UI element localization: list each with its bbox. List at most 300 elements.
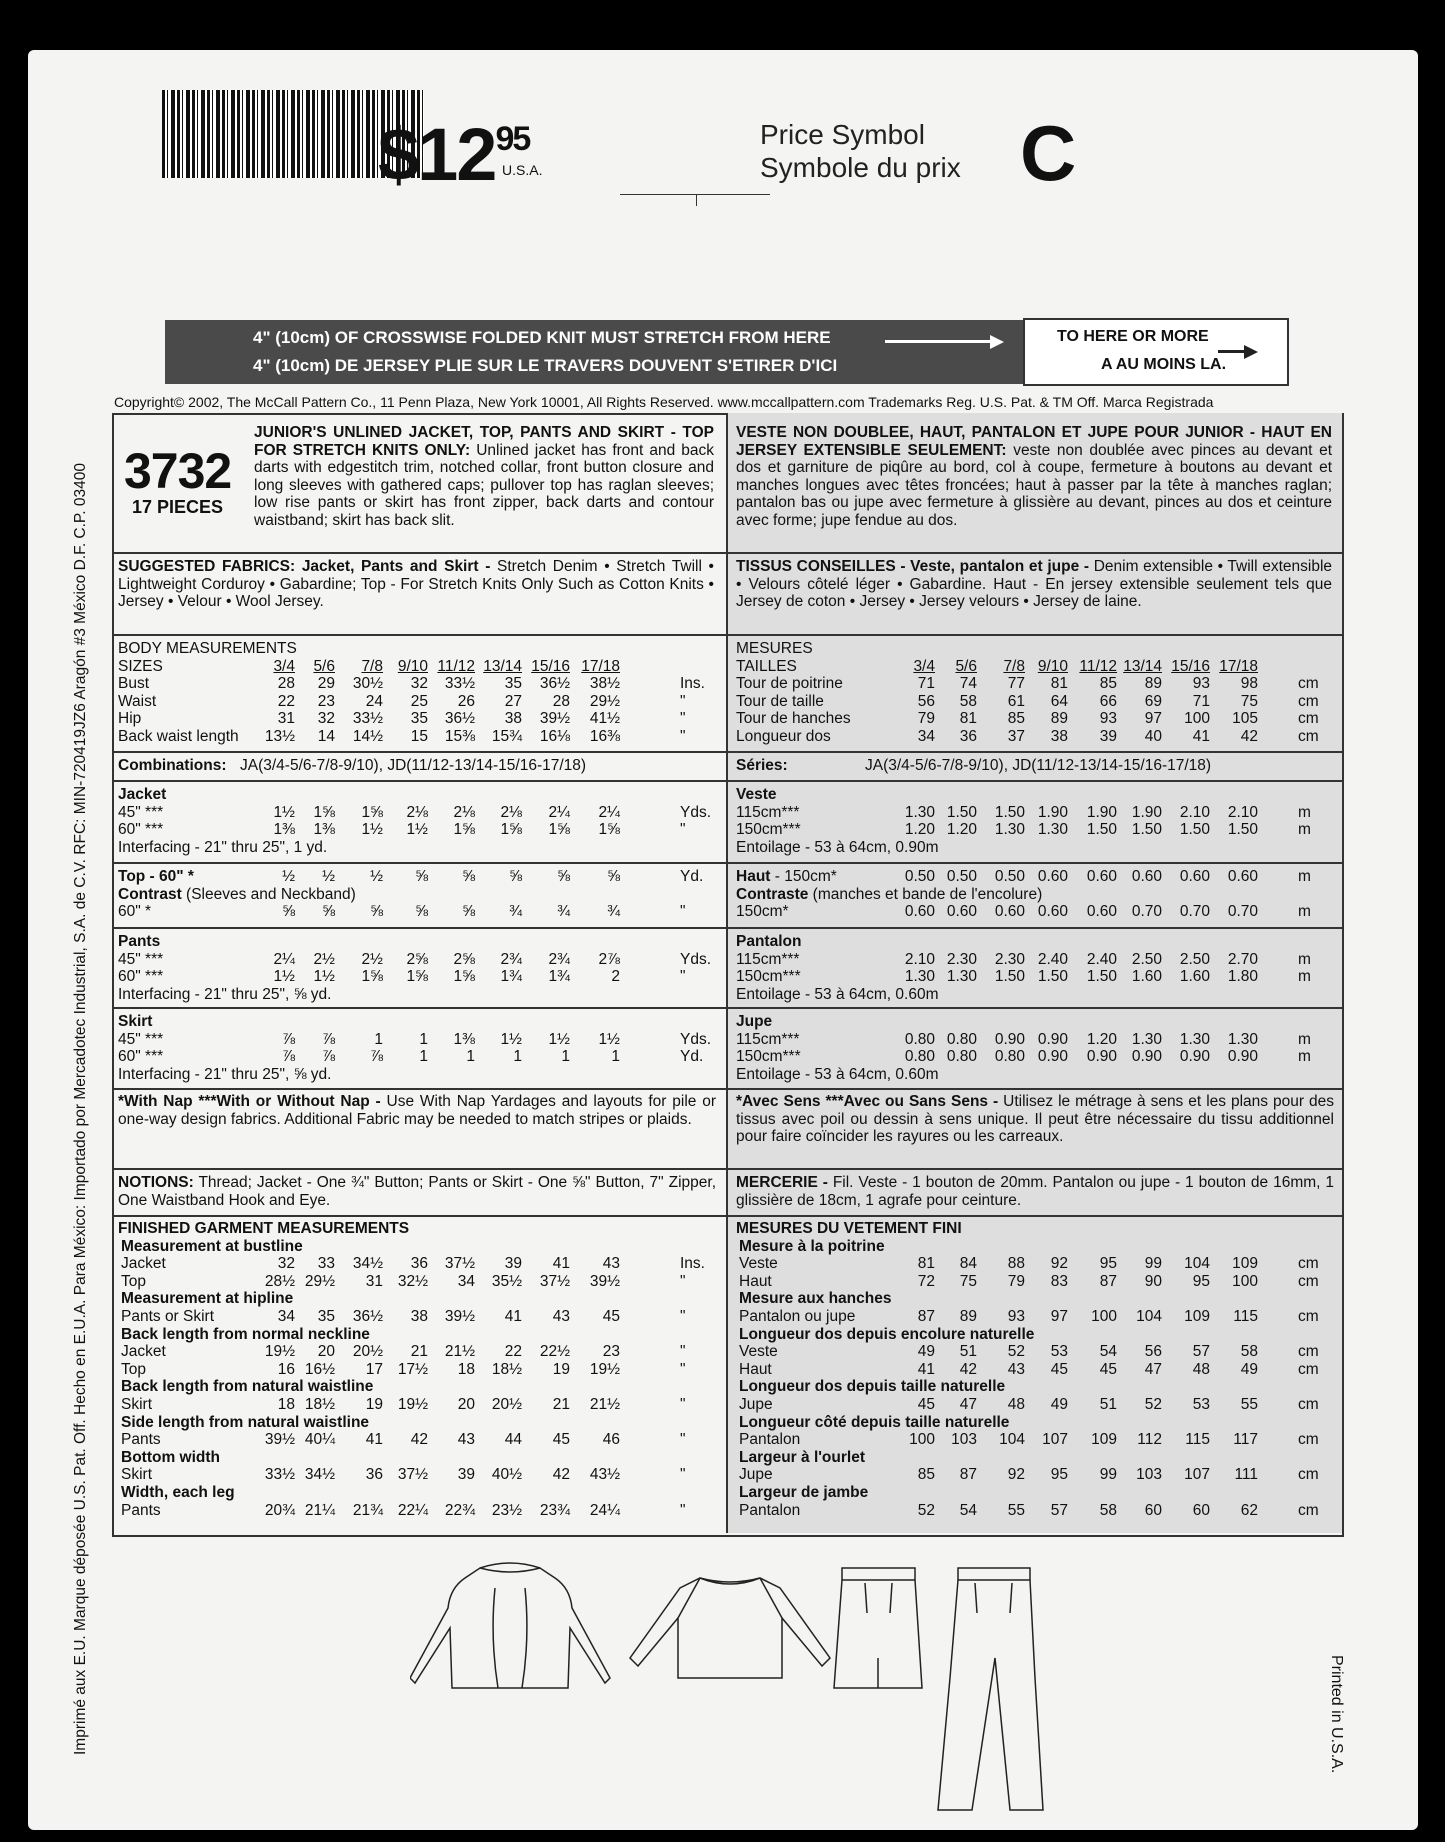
yardage-row-value: 2½: [361, 950, 383, 968]
divider: [112, 1215, 1342, 1217]
metrage-row-value: 1.50: [1086, 821, 1117, 839]
finished-group-title: Back length from natural waistline: [121, 1378, 374, 1396]
finished-row-value: 29½: [304, 1272, 335, 1290]
metrage-note: Entoilage - 53 à 64cm, 0.60m: [736, 985, 939, 1003]
fini-row-value: 111: [1234, 1466, 1258, 1484]
taille-header: 9/10: [1037, 657, 1068, 675]
fini-group-title: Mesure aux hanches: [739, 1290, 892, 1308]
metrage-row-value: 1.30: [1037, 821, 1068, 839]
yardage-row-value: 1⅜: [313, 821, 335, 839]
metrage-row-value: 1.90: [1086, 803, 1117, 821]
yardage-subtitle: Contrast (Sleeves and Neckband): [118, 885, 356, 903]
mesure-row-value: 58: [959, 692, 977, 710]
metrage-row-value: 1.50: [1086, 968, 1117, 986]
metrage-note: Entoilage - 53 à 64cm, 0.90m: [736, 838, 939, 856]
mesure-row-value: 85: [1099, 675, 1117, 693]
metrage-row-value: 0.80: [946, 1030, 977, 1048]
fini-row-value: 45: [917, 1396, 935, 1413]
finished-row-value: 17½: [397, 1360, 428, 1378]
suggested-fabrics-en: SUGGESTED FABRICS: Jacket, Pants and Skirt - Stretch Denim • Stretch Twill • Lightweight Corduroy • Gabardine; Top - For Stretch Knits Only Such as Cotton Knits • Jersey • Velour • Wool Jersey.: [118, 558, 714, 610]
fini-row-value: 103: [951, 1431, 977, 1449]
finished-row-value: 36½: [352, 1308, 383, 1325]
yardage-row-value: 2½: [313, 950, 335, 968]
finished-group-title: Width, each leg: [121, 1484, 235, 1501]
metrage-row-value: 0.70: [1179, 903, 1210, 921]
combinations-value: JA(3/4-5/6-7/8-9/10), JD(11/12-13/14-15/16-17/18): [240, 757, 587, 774]
fini-row-value: 57: [1192, 1343, 1210, 1361]
fini-row-value: 62: [1240, 1501, 1258, 1519]
yardage-row-value: 2: [611, 968, 620, 986]
finished-row-value: 31: [365, 1272, 383, 1290]
yardage-value: ⅝: [509, 868, 522, 885]
metrage-row-value: 0.60: [1086, 903, 1117, 921]
yardage-row-value: 1⅝: [548, 821, 570, 839]
size-header: 9/10: [397, 657, 428, 675]
yardage-value: ⅝: [415, 868, 428, 885]
mesure-row-value: 61: [1007, 692, 1025, 710]
yardage-row-value: 2⅝: [453, 950, 475, 968]
size-header: 15/16: [531, 657, 570, 675]
metrage-row-value: 0.90: [1179, 1048, 1210, 1066]
yardage-row-value: 1½: [313, 968, 335, 986]
skirt-back-drawing: [834, 1568, 922, 1688]
fini-row-label: Pantalon: [739, 1501, 801, 1519]
finished-row-value: 35½: [491, 1272, 522, 1290]
fini-group-title: Longueur dos depuis encolure naturelle: [739, 1325, 1035, 1343]
fini-row-value: 56: [1144, 1343, 1162, 1361]
metrage-row-value: 0.60: [904, 903, 935, 921]
finished-row-value: 43½: [589, 1466, 620, 1484]
size-header: 13/14: [483, 657, 522, 675]
metrage-row-value: 0.60: [1037, 903, 1068, 921]
metrage-row-value: 1.30: [904, 968, 935, 986]
finished-row-value: 19½: [589, 1360, 620, 1378]
fini-row-value: 51: [959, 1343, 977, 1361]
fini-row-value: 112: [1137, 1431, 1162, 1449]
fini-row-unit: cm: [1298, 1343, 1319, 1361]
metrage-subtitle: Contraste (manches et bande de l'encolure): [736, 885, 1043, 903]
fini-row-value: 58: [1240, 1343, 1258, 1361]
finished-row-label: Pants or Skirt: [121, 1308, 215, 1325]
fini-row-value: 75: [959, 1272, 977, 1290]
metrage-row-label: 115cm***: [736, 1030, 800, 1048]
yardage-row-value: 1⅜: [273, 821, 295, 839]
pants-back-drawing: [938, 1568, 1043, 1810]
mesure-row-unit: cm: [1298, 710, 1319, 728]
nap-note-en: *With Nap ***With or Without Nap - Use With Nap Yardages and layouts for pile or one-way design fabrics. Additional Fabric may be needed to match stripes or plaids.: [118, 1093, 716, 1128]
metrage-title: Pantalon: [736, 933, 802, 950]
metrage-row-value: 2.30: [994, 950, 1025, 968]
fini-row-value: 87: [1099, 1272, 1117, 1290]
metrage-title: Haut - 150cm*: [736, 868, 837, 885]
yardage-row-value: 1⅝: [361, 803, 383, 821]
finished-row-value: 18½: [304, 1396, 335, 1413]
finished-row-unit: ": [680, 1360, 686, 1378]
finished-row-value: 23½: [491, 1501, 522, 1519]
metrage-value: 0.50: [994, 868, 1025, 885]
stretch-gauge-fr: 4" (10cm) DE JERSEY PLIE SUR LE TRAVERS DOUVENT S'ETIRER D'ICI: [253, 356, 838, 375]
fini-row-value: 89: [959, 1308, 977, 1325]
body-row-value: 14: [317, 728, 335, 745]
yardage-row-value: 1⅝: [313, 803, 335, 821]
finished-group-title: Side length from natural waistline: [121, 1413, 370, 1431]
finished-row-unit: ": [680, 1431, 686, 1449]
fini-row-value: 55: [1240, 1396, 1258, 1413]
fini-row-value: 49: [1050, 1396, 1068, 1413]
divider: [112, 862, 1342, 864]
mesure-row-value: 81: [959, 710, 977, 728]
finished-row-value: 43: [552, 1308, 570, 1325]
yardage-title: Jacket: [118, 786, 167, 803]
finished-row-value: 39½: [264, 1431, 295, 1449]
yardage-row-value: 2⅝: [406, 950, 428, 968]
finished-row-value: 40¼: [304, 1431, 335, 1449]
body-row-value: 38½: [589, 675, 620, 693]
yardage-row-unit: Yds.: [680, 1030, 712, 1048]
body-row-value: 24: [365, 692, 383, 710]
finished-row-value: 24¼: [589, 1501, 620, 1519]
body-row-unit: Ins.: [680, 675, 705, 693]
metrage-row-value: 1.50: [1227, 821, 1258, 839]
description-fr: VESTE NON DOUBLEE, HAUT, PANTALON ET JUPE POUR JUNIOR - HAUT EN JERSEY EXTENSIBLE SEULEMENT: veste non doublée avec pinces au devant et dos et garniture de piqûre au bord, col à coupe, fermeture à boutons au devant et manches longues avec têtes froncées; haut à passer par la tête à manches raglan; pantalon bas ou jupe avec fermeture à glissière au devant, pinces au dos et ceinture avec forme; jupe fendue au dos.: [736, 424, 1332, 529]
finished-row-label: Skirt: [121, 1396, 152, 1413]
divider: [112, 1088, 1342, 1090]
metrage-value: 0.60: [1086, 868, 1117, 885]
arrow-head-icon: [990, 335, 1004, 349]
yardage-row-value: ¾: [557, 903, 570, 921]
metrage-row-value: 1.50: [946, 803, 977, 821]
metrage-row-value: 1.80: [1227, 968, 1258, 986]
body-row-value: 36½: [539, 675, 570, 693]
mesure-row-unit: cm: [1298, 675, 1319, 693]
metrage-row-value: 1.90: [1131, 803, 1162, 821]
size-header: 17/18: [581, 657, 620, 675]
metrage-row-value: 1.90: [1037, 803, 1068, 821]
yardage-unit: Yd.: [680, 868, 704, 885]
body-row-label: Bust: [118, 675, 150, 693]
fini-row-value: 109: [1091, 1431, 1117, 1449]
fini-row-value: 47: [1144, 1360, 1162, 1378]
fini-row-value: 87: [917, 1308, 935, 1325]
finished-row-value: 34½: [352, 1255, 383, 1273]
body-row-value: 36½: [444, 710, 475, 728]
finished-row-value: 43: [602, 1255, 620, 1273]
metrage-row-value: 1.30: [904, 803, 935, 821]
metrage-row-unit: m: [1298, 950, 1311, 968]
finished-row-value: 33½: [264, 1466, 295, 1484]
metrage-row-value: 1.50: [1131, 821, 1162, 839]
yardage-row-label: 60" ***: [118, 968, 164, 986]
fini-title: MESURES DU VETEMENT FINI: [736, 1220, 962, 1237]
finished-row-value: 22¾: [444, 1501, 475, 1519]
fini-row-value: 107: [1042, 1431, 1068, 1449]
mesure-row-label: Tour de hanches: [736, 710, 851, 728]
fini-row-label: Jupe: [739, 1466, 773, 1484]
finished-row-value: 35: [317, 1308, 335, 1325]
body-row-unit: ": [680, 728, 686, 745]
metrage-row-value: 0.90: [1037, 1030, 1068, 1048]
metrage-row-label: 150cm***: [736, 968, 801, 986]
finished-row-unit: ": [680, 1501, 686, 1519]
metrage-row-value: 0.90: [1227, 1048, 1258, 1066]
yardage-note: Interfacing - 21" thru 25", ⅝ yd.: [118, 985, 332, 1003]
fini-row-value: 45: [1099, 1360, 1117, 1378]
finished-row-value: 34: [277, 1308, 295, 1325]
metrage-row-value: 2.10: [904, 950, 935, 968]
yardage-row-value: ⅞: [282, 1030, 295, 1048]
yardage-row-value: 1⅝: [406, 968, 428, 986]
fini-row-value: 92: [1007, 1466, 1025, 1484]
finished-row-value: 21¾: [352, 1501, 383, 1519]
finished-row-unit: ": [680, 1466, 686, 1484]
taille-header: 11/12: [1079, 657, 1117, 675]
finished-row-value: 20¾: [264, 1501, 295, 1519]
finished-row-value: 19: [552, 1360, 570, 1378]
finished-row-unit: Ins.: [680, 1255, 705, 1273]
printed-in: Printed in U.S.A.: [1328, 1655, 1345, 1774]
fini-row-value: 109: [1184, 1308, 1210, 1325]
mesure-row-label: Longueur dos: [736, 728, 831, 745]
arrow-right-icon: [1218, 350, 1246, 353]
body-row-value: 15⅜: [444, 728, 475, 745]
yardage-title: Pants: [118, 933, 161, 950]
finished-row-unit: ": [680, 1396, 686, 1413]
yardage-value: ½: [322, 868, 335, 885]
fini-group-title: Longueur côté depuis taille naturelle: [739, 1413, 1010, 1431]
fini-row-value: 104: [999, 1431, 1025, 1449]
fini-row-value: 104: [1184, 1255, 1210, 1273]
yardage-row-value: 1: [419, 1030, 428, 1048]
body-row-value: 28: [552, 692, 570, 710]
finished-row-value: 41: [365, 1431, 383, 1449]
fini-row-label: Haut: [739, 1272, 772, 1290]
yardage-row-unit: Yds.: [680, 803, 712, 821]
yardage-row-label: 45" ***: [118, 1030, 164, 1048]
fini-row-value: 95: [1099, 1255, 1117, 1273]
finished-row-value: 17: [365, 1360, 383, 1378]
metrage-note: Entoilage - 53 à 64cm, 0.60m: [736, 1065, 939, 1083]
metrage-row-value: 2.70: [1227, 950, 1258, 968]
metrage-row-unit: m: [1298, 903, 1311, 921]
metrage-row-label: 115cm***: [736, 950, 800, 968]
metrage-row-value: 0.70: [1227, 903, 1258, 921]
series-label: Séries:: [736, 757, 788, 774]
finished-row-value: 34: [457, 1272, 475, 1290]
fini-row-value: 103: [1136, 1466, 1162, 1484]
yardage-row-unit: ": [680, 968, 686, 986]
yardage-row-value: ¾: [509, 903, 522, 921]
body-row-unit: ": [680, 710, 686, 728]
yardage-row-label: 60" ***: [118, 821, 164, 839]
copyright-line: Copyright© 2002, The McCall Pattern Co., 11 Penn Plaza, New York 10001, All Rights Reserved. www.mccallpattern.com Trademarks Reg. U.S. Pat. & TM Off. Marca Registrada: [114, 394, 1214, 410]
mesure-row-unit: cm: [1298, 728, 1319, 745]
body-row-value: 29: [317, 675, 335, 693]
metrage-value: 0.60: [1131, 868, 1162, 885]
fini-row-label: Veste: [739, 1255, 778, 1273]
mesures-title: MESURES: [736, 640, 813, 657]
body-row-value: 32: [410, 675, 428, 693]
fini-row-value: 99: [1144, 1255, 1162, 1273]
finished-row-value: 45: [602, 1308, 620, 1325]
metrage-value: 0.60: [1227, 868, 1258, 885]
metrage-row-value: 0.90: [994, 1030, 1025, 1048]
body-row-value: 41½: [589, 710, 620, 728]
body-row-value: 33½: [352, 710, 383, 728]
divider: [112, 1168, 1342, 1170]
fini-row-value: 117: [1233, 1431, 1258, 1449]
fini-row-value: 41: [917, 1360, 935, 1378]
yardage-row-value: 1½: [500, 1030, 522, 1048]
yardage-row-value: ¾: [607, 903, 620, 921]
price-symbol-label: Price Symbol Symbole du prix: [760, 119, 961, 183]
fini-row-value: 100: [1091, 1308, 1117, 1325]
finished-group-title: Measurement at bustline: [121, 1237, 303, 1255]
yardage-row-value: 1½: [406, 821, 428, 839]
yardage-row-value: 2¾: [548, 950, 570, 968]
finished-row-value: 21: [410, 1343, 428, 1361]
metrage-row-value: 2.50: [1179, 950, 1210, 968]
finished-row-value: 21½: [444, 1343, 475, 1361]
finished-row-value: 22½: [539, 1343, 570, 1361]
metrage-row-value: 0.60: [946, 903, 977, 921]
fini-row-value: 79: [1007, 1272, 1025, 1290]
fini-row-value: 100: [909, 1431, 935, 1449]
body-row-value: 38: [504, 710, 522, 728]
fini-row-value: 51: [1099, 1396, 1117, 1413]
finished-row-value: 21¼: [304, 1501, 335, 1519]
body-row-value: 22: [277, 692, 295, 710]
metrage-row-value: 1.20: [904, 821, 935, 839]
body-row-value: 25: [410, 692, 428, 710]
price-country: U.S.A.: [502, 162, 543, 178]
fini-row-unit: cm: [1298, 1308, 1319, 1325]
yardage-row-unit: ": [680, 821, 686, 839]
body-row-unit: ": [680, 692, 686, 710]
mesure-row-value: 40: [1144, 728, 1162, 745]
fini-row-value: 90: [1144, 1272, 1162, 1290]
fini-row-unit: cm: [1298, 1272, 1319, 1290]
price-symbol-letter: C: [1020, 109, 1077, 197]
finished-row-value: 19½: [264, 1343, 295, 1361]
finished-row-value: 38: [410, 1308, 428, 1325]
metrage-row-value: 0.80: [904, 1048, 935, 1066]
fini-row-value: 48: [1192, 1360, 1210, 1378]
yardage-row-value: 1⅝: [361, 968, 383, 986]
fini-row-label: Pantalon ou jupe: [739, 1308, 856, 1325]
taille-header: 15/16: [1171, 657, 1210, 675]
arrow-right-icon: [885, 340, 993, 343]
finished-row-value: 28½: [264, 1272, 295, 1290]
yardage-value: ⅝: [462, 868, 475, 885]
body-row-value: 28: [277, 675, 295, 693]
mesure-row-value: 77: [1007, 675, 1025, 693]
body-measurements-title: BODY MEASUREMENTS: [118, 640, 297, 657]
yardage-row-value: 1⅝: [598, 821, 620, 839]
finished-row-value: 39½: [589, 1272, 620, 1290]
fini-row-label: Veste: [739, 1343, 778, 1361]
metrage-title: Veste: [736, 786, 777, 803]
finished-row-value: 18: [457, 1360, 475, 1378]
metrage-value: 0.50: [946, 868, 977, 885]
stretch-gauge-bar: [165, 320, 1023, 384]
divider: [112, 552, 1342, 554]
fini-row-value: 52: [1144, 1396, 1162, 1413]
fini-row-unit: cm: [1298, 1360, 1319, 1378]
yardage-row-value: 1½: [361, 821, 383, 839]
yardage-row-value: 1½: [598, 1030, 620, 1048]
body-row-value: 14½: [352, 728, 383, 745]
divider: [112, 927, 1342, 929]
finished-row-value: 32: [277, 1255, 295, 1273]
body-row-value: 35: [410, 710, 428, 728]
metrage-row-value: 1.50: [1179, 821, 1210, 839]
yardage-row-unit: ": [680, 903, 686, 921]
finished-row-value: 37½: [397, 1466, 428, 1484]
yardage-row-label: 45" ***: [118, 950, 164, 968]
mesure-row-value: 36: [959, 728, 977, 745]
stretch-gauge-target: TO HERE OR MORE A AU MOINS LA.: [1023, 318, 1289, 386]
fini-row-value: 45: [1050, 1360, 1068, 1378]
metrage-row-value: 0.90: [1037, 1048, 1068, 1066]
finished-row-value: 19½: [397, 1396, 428, 1413]
fini-row-value: 58: [1099, 1501, 1117, 1519]
divider: [696, 194, 697, 206]
body-row-value: 13½: [264, 728, 295, 745]
metrage-row-value: 1.30: [994, 821, 1025, 839]
fini-row-unit: cm: [1298, 1255, 1319, 1273]
mesure-row-value: 89: [1050, 710, 1068, 728]
yardage-row-value: 2⅛: [453, 803, 475, 821]
metrage-row-label: 150cm***: [736, 821, 801, 839]
finished-group-title: Bottom width: [121, 1448, 221, 1466]
arrow-head-icon: [1244, 345, 1258, 359]
fini-row-value: 72: [917, 1272, 935, 1290]
metrage-row-value: 2.40: [1037, 950, 1068, 968]
fini-row-value: 95: [1192, 1272, 1210, 1290]
mesure-row-value: 41: [1192, 728, 1210, 745]
finished-row-value: 36: [410, 1255, 428, 1273]
finished-row-value: 22: [504, 1343, 522, 1361]
taille-header: 7/8: [1003, 657, 1025, 675]
fini-row-value: 85: [917, 1466, 935, 1484]
metrage-row-value: 2.10: [1179, 803, 1210, 821]
fini-row-value: 115: [1233, 1308, 1258, 1325]
fini-row-label: Haut: [739, 1360, 772, 1378]
series-value: JA(3/4-5/6-7/8-9/10), JD(11/12-13/14-15/16-17/18): [865, 757, 1212, 774]
notions-en: NOTIONS: Thread; Jacket - One ¾" Button; Pants or Skirt - One ⅝" Button, 7" Zipper, One Waistband Hook and Eye.: [118, 1174, 716, 1209]
yardage-title: Top - 60" *: [118, 868, 194, 885]
finished-row-value: 21: [552, 1396, 570, 1413]
fini-row-unit: cm: [1298, 1431, 1319, 1449]
yardage-row-value: 1⅝: [500, 821, 522, 839]
body-row-value: 26: [457, 692, 475, 710]
finished-row-value: 46: [602, 1431, 620, 1449]
finished-row-value: 23¾: [539, 1501, 570, 1519]
metrage-row-value: 0.80: [994, 1048, 1025, 1066]
mesure-row-value: 81: [1050, 675, 1068, 693]
finished-row-unit: ": [680, 1308, 686, 1325]
fini-row-value: 55: [1007, 1501, 1025, 1519]
body-row-value: 15¾: [491, 728, 522, 745]
finished-row-label: Skirt: [121, 1466, 152, 1484]
metrage-row-value: 1.50: [1037, 968, 1068, 986]
fini-row-value: 52: [917, 1501, 935, 1519]
size-header: 5/6: [313, 657, 335, 675]
finished-row-unit: ": [680, 1343, 686, 1361]
yardage-row-value: 1: [513, 1048, 522, 1066]
metrage-row-label: 150cm*: [736, 903, 789, 921]
fini-row-value: 84: [959, 1255, 977, 1273]
